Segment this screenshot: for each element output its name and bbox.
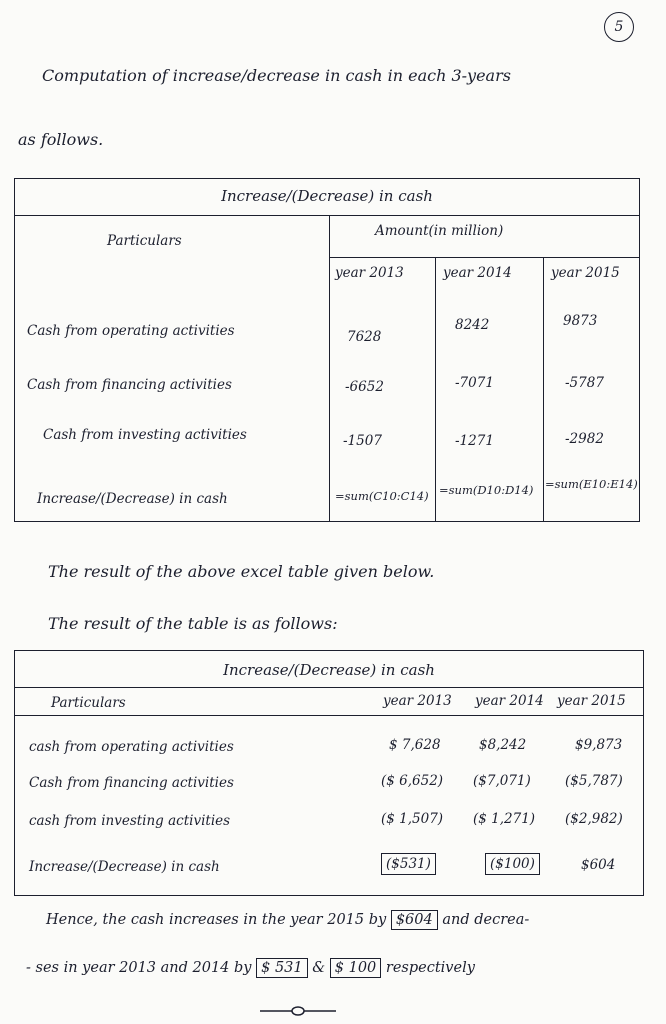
table1-formula-cell: =sum(D10:D14)	[439, 483, 534, 497]
table1-row-label: Increase/(Decrease) in cash	[37, 491, 228, 507]
conclusion-boxed-value: $ 100	[330, 958, 382, 978]
intro-line-1: Computation of increase/decrease in cash in each 3-years	[42, 66, 511, 85]
conclusion-line-1	[46, 912, 529, 928]
conclusion-text: &	[312, 960, 326, 976]
table2-cell: $9,873	[575, 737, 623, 753]
conclusion-text: Hence, the cash increases in the year 2015 by	[46, 912, 387, 928]
conclusion-line-2	[26, 960, 475, 976]
table1-cell: 8242	[455, 317, 490, 333]
table2-cell: ($ 6,652)	[381, 773, 444, 789]
table2-total-cell: ($531)	[381, 853, 436, 875]
result-text-line-2: The result of the table is as follows:	[48, 614, 338, 633]
table2-total-cell: ($100)	[485, 853, 540, 875]
table1-cell: 9873	[563, 313, 598, 329]
table1-particulars-header: Particulars	[107, 233, 182, 249]
table1-title: Increase/(Decrease) in cash	[221, 187, 433, 205]
result-table	[14, 650, 644, 896]
table2-year-header: year 2014	[475, 693, 544, 709]
table1-column-divider	[435, 257, 436, 521]
table1-cell: -7071	[455, 375, 494, 391]
excel-formula-table	[14, 178, 640, 522]
table2-divider	[15, 687, 643, 688]
table2-row-label: Cash from financing activities	[29, 775, 234, 791]
table2-row-label: Increase/(Decrease) in cash	[29, 859, 220, 875]
table1-column-divider	[543, 257, 544, 521]
table2-cell: ($5,787)	[565, 773, 623, 789]
table1-cell: -1507	[343, 433, 382, 449]
end-flourish-icon	[258, 1004, 338, 1018]
conclusion-text: and decrea-	[442, 912, 530, 928]
table1-year-header: year 2013	[335, 265, 404, 281]
table2-year-header: year 2013	[383, 693, 452, 709]
table2-row-label: cash from operating activities	[29, 739, 234, 755]
table1-row-label: Cash from investing activities	[43, 427, 247, 443]
result-text-line-1: The result of the above excel table given below.	[48, 562, 435, 581]
table1-cell: -6652	[345, 379, 384, 395]
table2-header-divider	[15, 715, 643, 716]
table2-cell: ($2,982)	[565, 811, 623, 827]
intro-line-2: as follows.	[18, 130, 104, 149]
page-number: 5	[604, 12, 634, 42]
conclusion-boxed-value: $604	[391, 910, 438, 930]
table2-cell: $8,242	[479, 737, 527, 753]
table1-cell: 7628	[347, 329, 382, 345]
table1-year-header: year 2015	[551, 265, 620, 281]
table1-column-divider	[329, 215, 330, 521]
table1-subheader-divider	[329, 257, 639, 258]
table1-year-header: year 2014	[443, 265, 512, 281]
table2-cell: ($7,071)	[473, 773, 531, 789]
table2-cell: ($ 1,271)	[473, 811, 536, 827]
conclusion-text: - ses in year 2013 and 2014 by	[26, 960, 252, 976]
table2-total-cell: $604	[581, 857, 616, 873]
table1-amount-header: Amount(in million)	[375, 223, 504, 239]
table1-divider	[15, 215, 639, 216]
conclusion-text: respectively	[385, 960, 475, 976]
table1-row-label: Cash from operating activities	[27, 323, 235, 339]
table2-cell: $ 7,628	[389, 737, 441, 753]
table1-formula-cell: =sum(C10:C14)	[335, 489, 429, 503]
table1-formula-cell: =sum(E10:E14)	[545, 477, 638, 491]
table1-cell: -1271	[455, 433, 494, 449]
table2-year-header: year 2015	[557, 693, 626, 709]
table1-cell: -2982	[565, 431, 604, 447]
table2-row-label: cash from investing activities	[29, 813, 231, 829]
table2-cell: ($ 1,507)	[381, 811, 444, 827]
conclusion-boxed-value: $ 531	[256, 958, 308, 978]
table1-row-label: Cash from financing activities	[27, 377, 232, 393]
table1-cell: -5787	[565, 375, 604, 391]
table2-title: Increase/(Decrease) in cash	[223, 661, 435, 679]
table2-particulars-header: Particulars	[51, 695, 126, 711]
